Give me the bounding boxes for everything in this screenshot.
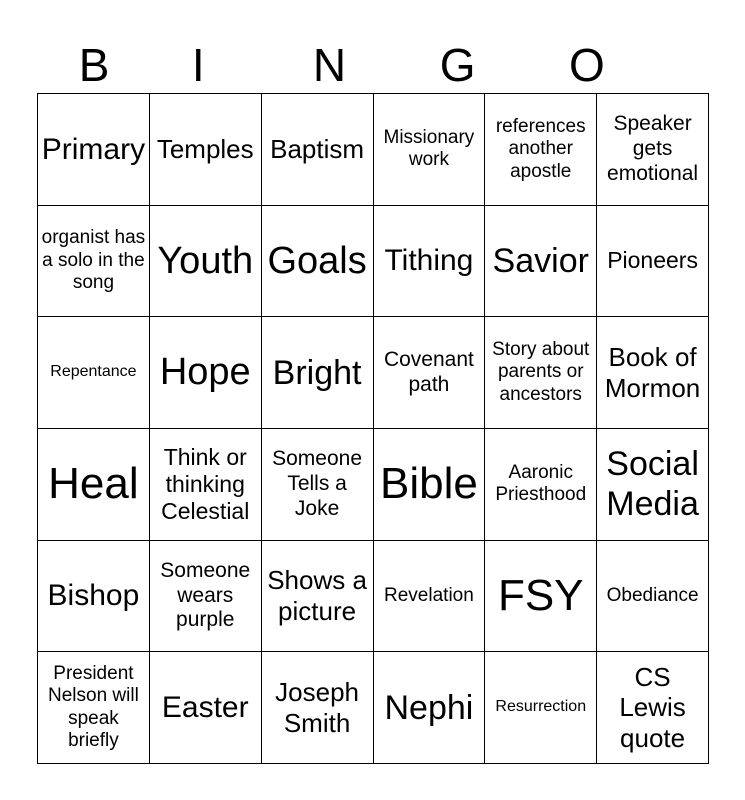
bingo-cell[interactable] — [485, 429, 597, 541]
cell-label: Repentance — [50, 363, 137, 381]
bingo-cell[interactable] — [150, 429, 262, 541]
bingo-cell[interactable] — [38, 429, 150, 541]
cell-label: Temples — [156, 133, 254, 164]
cell-label: Think or thinking Celestial — [161, 443, 250, 524]
cell-label: Covenant path — [383, 347, 474, 396]
bingo-cell[interactable] — [485, 541, 597, 653]
bingo-cell[interactable] — [597, 541, 709, 653]
header-letter-b: B — [78, 39, 110, 91]
cell-label: Joseph Smith — [275, 676, 359, 738]
header-letter-o: O — [569, 39, 605, 91]
bingo-cell[interactable] — [374, 652, 486, 764]
cell-label: Savior — [492, 241, 589, 280]
cell-label: FSY — [497, 571, 584, 621]
bingo-cell[interactable] — [262, 652, 374, 764]
cell-label: CS Lewis quote — [619, 661, 686, 753]
bingo-cell[interactable] — [485, 652, 597, 764]
cell-label: President Nelson will speak briefly — [48, 662, 139, 752]
bingo-cell[interactable] — [374, 541, 486, 653]
header-letter-n: N — [312, 39, 347, 91]
bingo-cell[interactable] — [150, 94, 262, 206]
bingo-cell[interactable] — [262, 541, 374, 653]
cell-label: Revelation — [384, 584, 474, 606]
bingo-cell[interactable] — [150, 206, 262, 318]
cell-label: Bishop — [47, 579, 140, 613]
cell-label: Story about parents or ancestors — [492, 339, 590, 405]
bingo-cell[interactable] — [485, 317, 597, 429]
bingo-cell[interactable] — [485, 94, 597, 206]
bingo-board — [37, 93, 709, 764]
cell-label: Primary — [41, 132, 146, 166]
cell-label: Missionary work — [383, 126, 475, 171]
bingo-cell[interactable] — [150, 652, 262, 764]
bingo-cell[interactable] — [150, 317, 262, 429]
cell-label: Aaronic Priesthood — [495, 461, 587, 506]
cell-label: Book of Mormon — [604, 341, 701, 403]
cell-label: Obediance — [606, 584, 699, 606]
bingo-cell[interactable] — [38, 652, 150, 764]
cell-label: Speaker gets emotional — [607, 112, 699, 185]
bingo-cell[interactable] — [262, 206, 374, 318]
bingo-cell[interactable] — [597, 94, 709, 206]
cell-label: Hope — [159, 351, 251, 394]
cell-label: Easter — [161, 690, 249, 724]
cell-label: organist has a solo in the song — [41, 227, 146, 294]
cell-label: Shows a picture — [267, 565, 367, 626]
cell-label: references another apostle — [495, 115, 586, 182]
cell-label: Nephi — [384, 688, 474, 727]
cell-label: Heal — [48, 459, 139, 509]
cell-label: Youth — [157, 239, 254, 282]
bingo-cell[interactable] — [485, 206, 597, 318]
bingo-cell[interactable] — [374, 94, 486, 206]
bingo-cell[interactable] — [38, 94, 150, 206]
bingo-cell[interactable] — [150, 541, 262, 653]
cell-label: Baptism — [270, 133, 365, 164]
cell-label: Social Media — [606, 445, 699, 524]
cell-label: Someone Tells a Joke — [272, 447, 363, 520]
bingo-cell[interactable] — [374, 206, 486, 318]
cell-label: Bright — [272, 353, 362, 392]
cell-label: Bible — [379, 459, 478, 509]
bingo-cell[interactable] — [597, 206, 709, 318]
bingo-cell[interactable] — [597, 317, 709, 429]
bingo-cell[interactable] — [38, 317, 150, 429]
bingo-cell[interactable] — [597, 652, 709, 764]
bingo-header — [37, 38, 708, 92]
bingo-cell[interactable] — [597, 429, 709, 541]
header-letter-g: G — [439, 39, 476, 91]
cell-label: Tithing — [384, 244, 474, 278]
bingo-cell[interactable] — [262, 429, 374, 541]
cell-label: Someone wears purple — [160, 558, 251, 632]
cell-label: Resurrection — [495, 698, 587, 716]
bingo-cell[interactable] — [38, 206, 150, 318]
cell-label: Goals — [267, 239, 367, 282]
bingo-cell[interactable] — [374, 429, 486, 541]
cell-label: Pioneers — [607, 247, 698, 274]
bingo-cell[interactable] — [262, 317, 374, 429]
bingo-cell[interactable] — [38, 541, 150, 653]
header-letter-i: I — [191, 39, 205, 91]
bingo-cell[interactable] — [262, 94, 374, 206]
bingo-cell[interactable] — [374, 317, 486, 429]
